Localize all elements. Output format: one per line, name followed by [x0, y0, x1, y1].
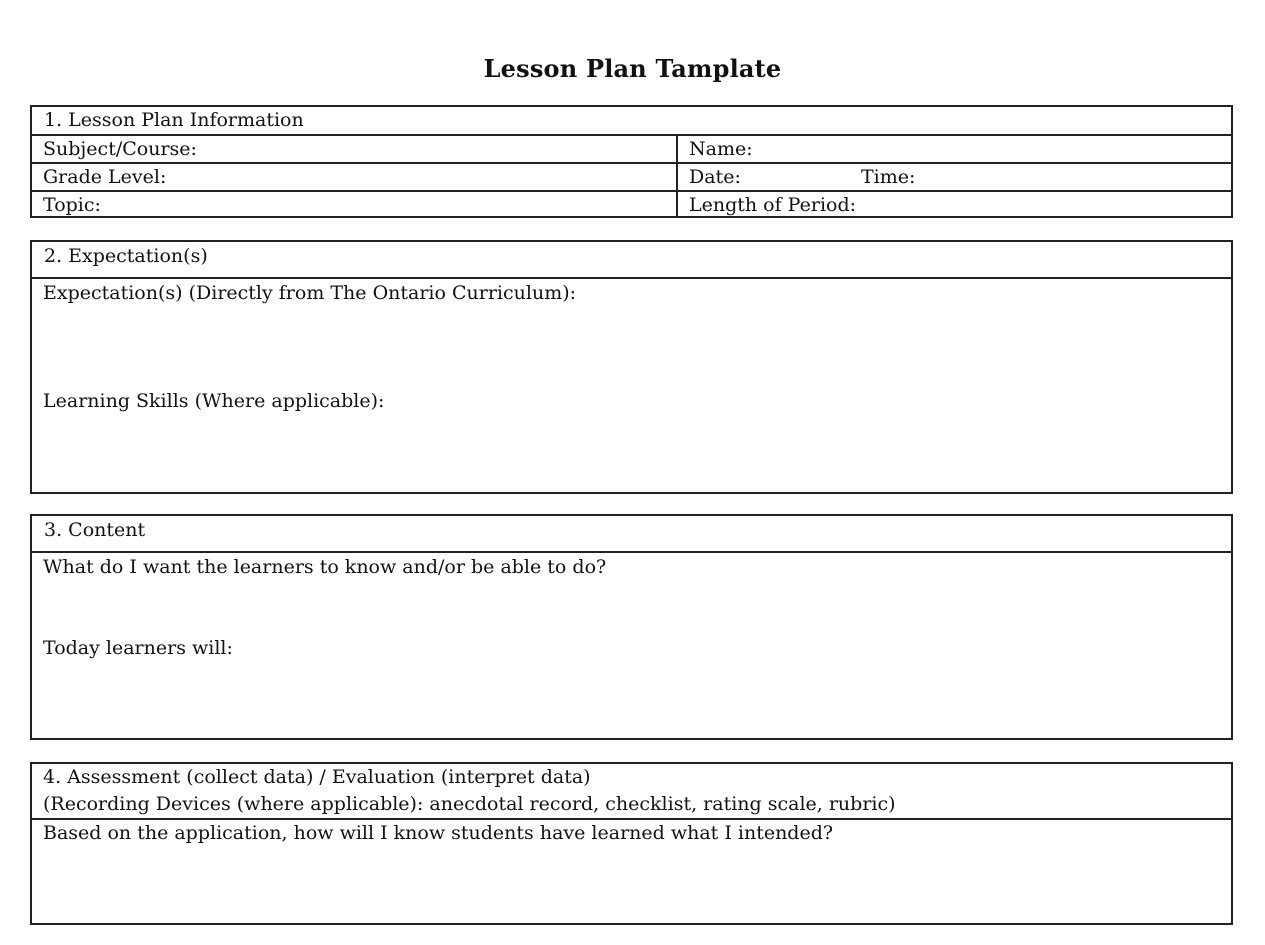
assessment-table [30, 762, 1233, 925]
time-label: Time: [861, 166, 916, 188]
today-learners-label: Today learners will: [43, 637, 233, 659]
section4-heading-line2: (Recording Devices (where applicable): anecdotal record, checklist, rating scale, rubric) [43, 793, 896, 815]
lesson-plan-information-table [30, 105, 1233, 218]
section2-heading: 2. Expectation(s) [44, 245, 208, 267]
section4-heading [32, 764, 1231, 818]
section2-body-row [32, 279, 1231, 492]
length-of-period-field[interactable]: Length of Period: [689, 194, 857, 216]
assessment-body[interactable] [32, 820, 1231, 923]
section3-heading: 3. Content [44, 519, 146, 541]
grade-date-row [32, 164, 1231, 192]
name-field[interactable]: Name: [689, 138, 753, 160]
topic-field[interactable]: Topic: [32, 192, 678, 216]
section2-heading-row [32, 242, 1231, 279]
expectations-body[interactable] [32, 279, 1231, 492]
assessment-question: Based on the application, how will I know students have learned what I intended? [43, 822, 834, 844]
learning-skills-label: Learning Skills (Where applicable): [43, 390, 385, 412]
content-body[interactable] [32, 553, 1231, 738]
date-time-field[interactable] [678, 164, 1231, 190]
expectations-label: Expectation(s) (Directly from The Ontario Curriculum): [43, 282, 577, 304]
section3-body-row [32, 553, 1231, 738]
section1-heading: 1. Lesson Plan Information [44, 109, 304, 131]
learners-goal-question: What do I want the learners to know and/or be able to do? [43, 556, 607, 578]
subject-name-row [32, 136, 1231, 164]
section4-heading-line1: 4. Assessment (collect data) / Evaluation (interpret data) [43, 766, 591, 788]
section1-heading-row [32, 107, 1231, 136]
grade-level-field[interactable]: Grade Level: [32, 164, 678, 190]
topic-length-row [32, 192, 1231, 216]
subject-course-field[interactable]: Subject/Course: [32, 136, 678, 162]
date-label: Date: [689, 166, 741, 188]
document-title: Lesson Plan Tamplate [483, 54, 782, 83]
section4-heading-row [32, 764, 1231, 820]
expectations-table [30, 240, 1233, 494]
section4-body-row [32, 820, 1231, 923]
content-table [30, 514, 1233, 740]
section3-heading-row [32, 516, 1231, 553]
